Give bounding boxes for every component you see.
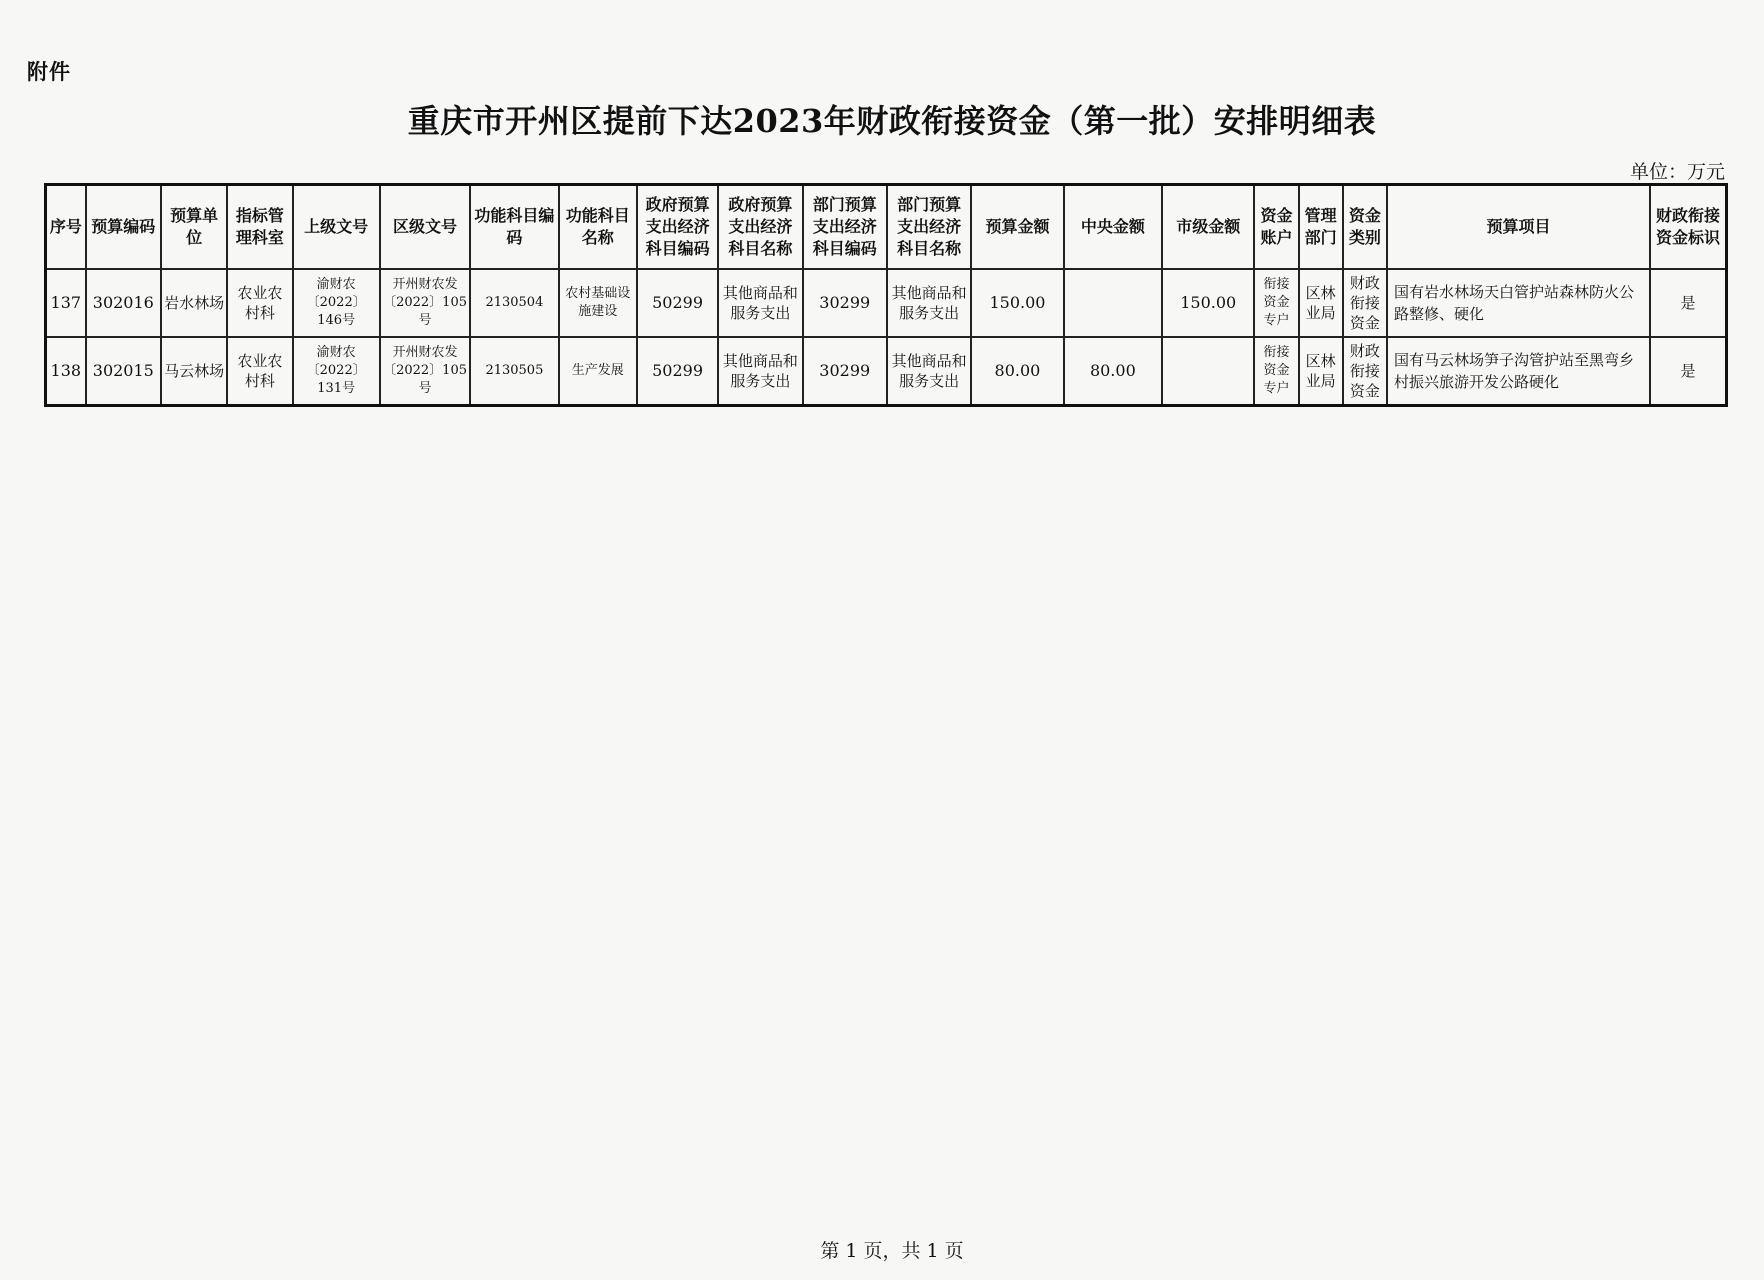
header-project: 预算项目 <box>1387 185 1650 270</box>
header-gov-econ-code: 政府预算支出经济科目编码 <box>637 185 718 270</box>
cell-seq: 137 <box>46 269 86 337</box>
cell-fund-account: 衔接资金专户 <box>1254 337 1298 406</box>
cell-dept-econ-name: 其他商品和服务支出 <box>887 269 971 337</box>
header-func-code: 功能科目编码 <box>470 185 558 270</box>
cell-gov-econ-name: 其他商品和服务支出 <box>718 269 802 337</box>
cell-gov-econ-code: 50299 <box>637 337 718 406</box>
cell-mgmt-office: 农业农村科 <box>227 337 292 406</box>
cell-gov-econ-code: 50299 <box>637 269 718 337</box>
cell-district-doc: 开州财农发〔2022〕105号 <box>380 337 470 406</box>
cell-mgmt-dept: 区林业局 <box>1299 269 1343 337</box>
header-mgmt-dept: 管理部门 <box>1299 185 1343 270</box>
header-central-amount: 中央金额 <box>1064 185 1162 270</box>
cell-mgmt-dept: 区林业局 <box>1299 337 1343 406</box>
cell-central-amount <box>1064 269 1162 337</box>
header-district-doc: 区级文号 <box>380 185 470 270</box>
table-row <box>46 269 1727 337</box>
header-budget-unit: 预算单位 <box>161 185 227 270</box>
header-dept-econ-code: 部门预算支出经济科目编码 <box>803 185 887 270</box>
budget-detail-table <box>44 183 1728 407</box>
table-header-row <box>46 185 1727 270</box>
header-budget-code: 预算编码 <box>86 185 161 270</box>
table-row <box>46 337 1727 406</box>
cell-budget-amount: 150.00 <box>971 269 1063 337</box>
cell-upper-doc: 渝财农〔2022〕131号 <box>293 337 380 406</box>
unit-label: 单位：万元 <box>1629 161 1725 183</box>
cell-func-code: 2130505 <box>470 337 558 406</box>
cell-budget-unit: 岩水林场 <box>161 269 227 337</box>
cell-func-name: 生产发展 <box>559 337 637 406</box>
header-dept-econ-name: 部门预算支出经济科目名称 <box>887 185 971 270</box>
cell-project: 国有马云林场笋子沟管护站至黑弯乡村振兴旅游开发公路硬化 <box>1387 337 1650 406</box>
cell-upper-doc: 渝财农〔2022〕146号 <box>293 269 380 337</box>
cell-dept-econ-code: 30299 <box>803 269 887 337</box>
cell-func-code: 2130504 <box>470 269 558 337</box>
header-municipal-amount: 市级金额 <box>1162 185 1254 270</box>
header-seq: 序号 <box>46 185 86 270</box>
cell-project: 国有岩水林场天白管护站森林防火公路整修、硬化 <box>1387 269 1650 337</box>
header-flag: 财政衔接资金标识 <box>1650 185 1726 270</box>
document-title: 重庆市开州区提前下达2023年财政衔接资金（第一批）安排明细表 <box>407 102 1377 140</box>
cell-flag: 是 <box>1650 269 1726 337</box>
cell-budget-amount: 80.00 <box>971 337 1063 406</box>
header-fund-type: 资金类别 <box>1343 185 1387 270</box>
cell-municipal-amount <box>1162 337 1254 406</box>
cell-fund-account: 衔接资金专户 <box>1254 269 1298 337</box>
cell-budget-code: 302015 <box>86 337 161 406</box>
cell-fund-type: 财政衔接资金 <box>1343 269 1387 337</box>
header-mgmt-office: 指标管理科室 <box>227 185 292 270</box>
cell-central-amount: 80.00 <box>1064 337 1162 406</box>
cell-fund-type: 财政衔接资金 <box>1343 337 1387 406</box>
page-footer: 第 1 页，共 1 页 <box>820 1240 964 1262</box>
cell-mgmt-office: 农业农村科 <box>227 269 292 337</box>
cell-flag: 是 <box>1650 337 1726 406</box>
cell-dept-econ-name: 其他商品和服务支出 <box>887 337 971 406</box>
header-func-name: 功能科目名称 <box>559 185 637 270</box>
attachment-label: 附件 <box>27 60 71 84</box>
cell-dept-econ-code: 30299 <box>803 337 887 406</box>
cell-district-doc: 开州财农发〔2022〕105号 <box>380 269 470 337</box>
cell-municipal-amount: 150.00 <box>1162 269 1254 337</box>
header-fund-account: 资金账户 <box>1254 185 1298 270</box>
cell-gov-econ-name: 其他商品和服务支出 <box>718 337 802 406</box>
header-gov-econ-name: 政府预算支出经济科目名称 <box>718 185 802 270</box>
cell-seq: 138 <box>46 337 86 406</box>
header-budget-amount: 预算金额 <box>971 185 1063 270</box>
cell-budget-code: 302016 <box>86 269 161 337</box>
cell-budget-unit: 马云林场 <box>161 337 227 406</box>
header-upper-doc: 上级文号 <box>293 185 380 270</box>
cell-func-name: 农村基础设施建设 <box>559 269 637 337</box>
